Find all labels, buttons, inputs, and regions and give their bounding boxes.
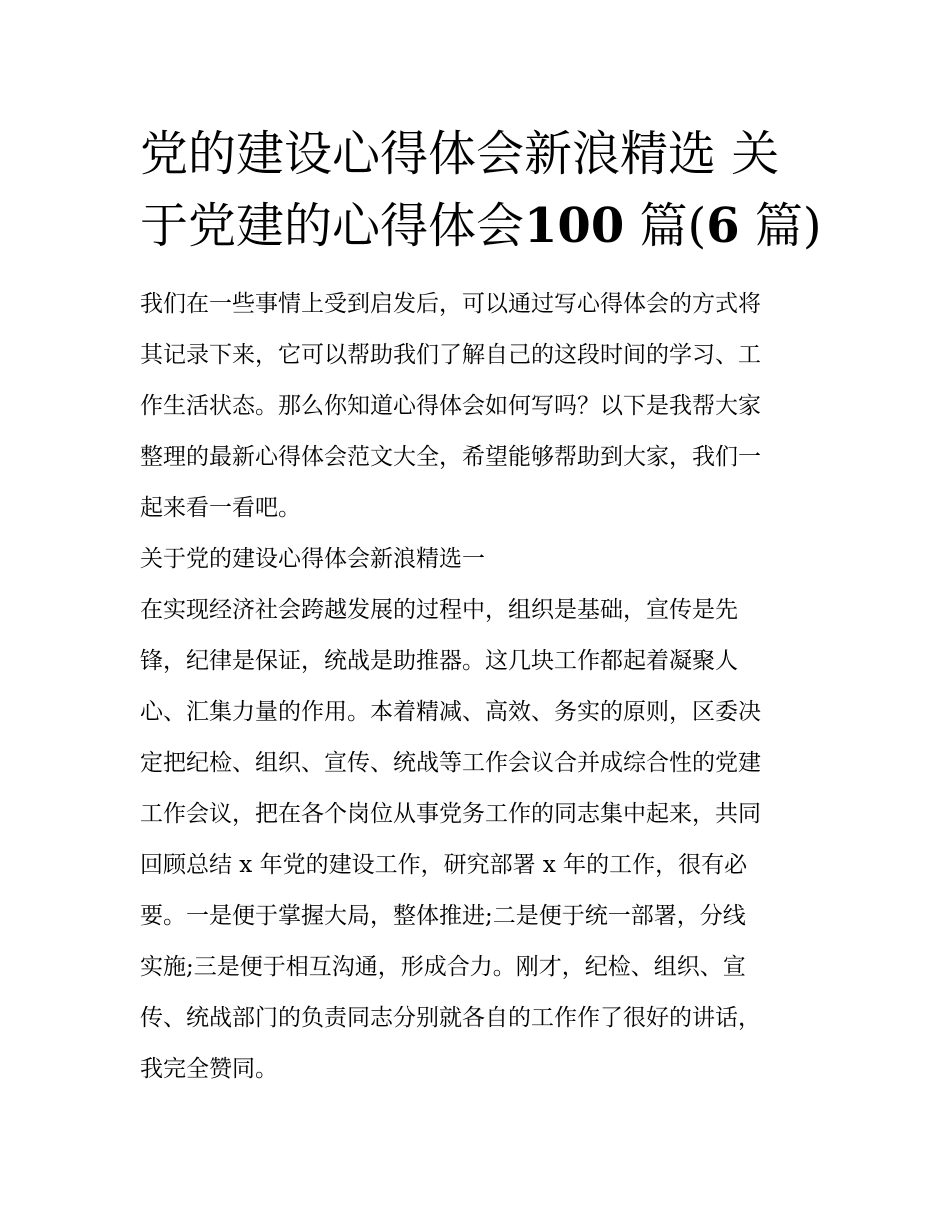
section-line: 在实现经济社会跨越发展的过程中，组织是基础，宣传是先 xyxy=(140,597,738,623)
intro-line: 作生活状态。那么你知道心得体会如何写吗？以下是我帮大家 xyxy=(140,393,761,419)
section-line: 实施;三是便于相互沟通，形成合力。刚才，纪检、组织、宣 xyxy=(140,954,746,980)
document-title xyxy=(140,118,822,262)
title-number-6: 6 xyxy=(706,198,740,254)
section-line: 定把纪检、组织、宣传、统战等工作会议合并成综合性的党建 xyxy=(140,750,761,776)
section-line: 回顾总结 x 年党的建设工作，研究部署 x 年的工作，很有必 xyxy=(140,852,748,878)
intro-line: 其记录下来，它可以帮助我们了解自己的这段时间的学习、工 xyxy=(140,342,761,368)
intro-line: 起来看一看吧。 xyxy=(140,495,301,521)
title-line-2-text: 于党建的心得体会 xyxy=(140,198,525,254)
title-line-1-text: 党的建设心得体会新浪精选 关 xyxy=(140,126,780,182)
section-line: 我完全赞同。 xyxy=(140,1056,278,1082)
title-line-2-end: 篇) xyxy=(739,198,822,254)
section-line: 锋，纪律是保证，统战是助推器。这几块工作都起着凝聚人 xyxy=(140,648,738,674)
document-page xyxy=(140,118,822,1095)
intro-paragraph xyxy=(140,279,812,534)
section-line: 心、汇集力量的作用。本着精减、高效、务实的原则，区委决 xyxy=(140,699,761,725)
title-line-1 xyxy=(140,118,812,190)
intro-line: 整理的最新心得体会范文大全，希望能够帮助到大家，我们一 xyxy=(140,444,761,470)
intro-line: 我们在一些事情上受到启发后，可以通过写心得体会的方式将 xyxy=(140,291,761,317)
section-paragraph xyxy=(140,585,812,1095)
section-heading-text: 关于党的建设心得体会新浪精选一 xyxy=(140,546,485,572)
section-line: 传、统战部门的负责同志分别就各自的工作作了很好的讲话， xyxy=(140,1005,761,1031)
title-line-2-mid: 篇( xyxy=(624,198,707,254)
section-line: 要。一是便于掌握大局，整体推进;二是便于统一部署，分线 xyxy=(140,903,746,929)
section-line: 工作会议，把在各个岗位从事党务工作的同志集中起来，共同 xyxy=(140,801,761,827)
section-heading xyxy=(140,534,812,585)
title-number-100: 100 xyxy=(524,198,625,254)
title-line-2 xyxy=(140,190,822,262)
